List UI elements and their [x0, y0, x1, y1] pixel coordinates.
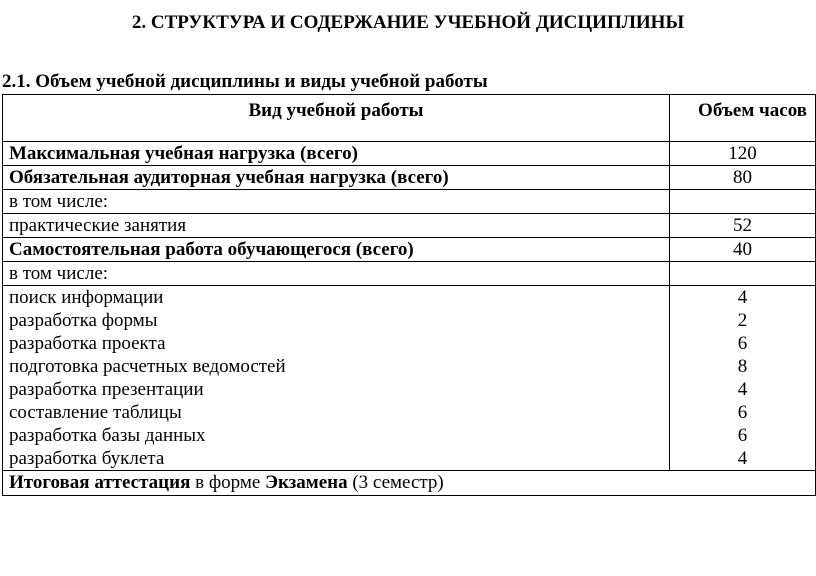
list-item-hours: 6 [737, 333, 748, 354]
list-item: разработка формы [9, 310, 158, 331]
hours-header: Объем часов [670, 95, 816, 142]
table-row [3, 262, 816, 286]
mandatory-workload-label: Обязательная аудиторная учебная нагрузка (всего) [3, 166, 670, 190]
list-item-hours: 2 [737, 310, 748, 331]
practical-classes-label: практические занятия [3, 214, 670, 238]
including-hours [670, 262, 816, 286]
exam-label: Экзамена [265, 472, 348, 493]
section-title: 2.1. Объем учебной дисциплины и виды учебной работы [2, 71, 488, 92]
max-workload-label: Максимальная учебная нагрузка (всего) [3, 142, 670, 166]
list-item: составление таблицы [9, 402, 182, 423]
final-attestation-form-text: в форме [190, 472, 266, 493]
table-header-row [3, 95, 816, 142]
list-item-hours: 6 [737, 402, 748, 423]
list-item: поиск информации [9, 287, 164, 308]
table-row [3, 190, 816, 214]
page-title: 2. СТРУКТУРА И СОДЕРЖАНИЕ УЧЕБНОЙ ДИСЦИПЛИНЫ [131, 12, 685, 33]
self-study-hours: 40 [670, 238, 816, 262]
list-item-hours: 4 [737, 448, 748, 469]
table-row [3, 214, 816, 238]
mandatory-workload-hours: 80 [670, 166, 816, 190]
max-workload-hours: 120 [670, 142, 816, 166]
final-attestation-row [3, 471, 816, 496]
self-study-label: Самостоятельная работа обучающегося (всего) [3, 238, 670, 262]
activity-type-header: Вид учебной работы [3, 95, 670, 142]
table-row [3, 166, 816, 190]
self-study-items-hours [670, 286, 816, 471]
final-attestation-cell [3, 471, 816, 496]
list-item: разработка базы данных [9, 425, 206, 446]
list-item-hours: 4 [737, 287, 748, 308]
semester-text: (3 семестр) [347, 472, 444, 493]
list-item-hours: 8 [737, 356, 748, 377]
list-item-hours: 4 [737, 379, 748, 400]
final-attestation-label: Итоговая аттестация [9, 472, 191, 493]
including-label: в том числе: [3, 190, 670, 214]
self-study-items-list [3, 286, 670, 471]
self-study-items-row [3, 286, 816, 471]
list-item: разработка буклета [9, 448, 165, 469]
workload-table [2, 94, 816, 496]
table-row [3, 238, 816, 262]
list-item: разработка презентации [9, 379, 204, 400]
practical-classes-hours: 52 [670, 214, 816, 238]
table-row [3, 142, 816, 166]
list-item: разработка проекта [9, 333, 166, 354]
list-item: подготовка расчетных ведомостей [9, 356, 286, 377]
list-item-hours: 6 [737, 425, 748, 446]
including-hours [670, 190, 816, 214]
including-label: в том числе: [3, 262, 670, 286]
